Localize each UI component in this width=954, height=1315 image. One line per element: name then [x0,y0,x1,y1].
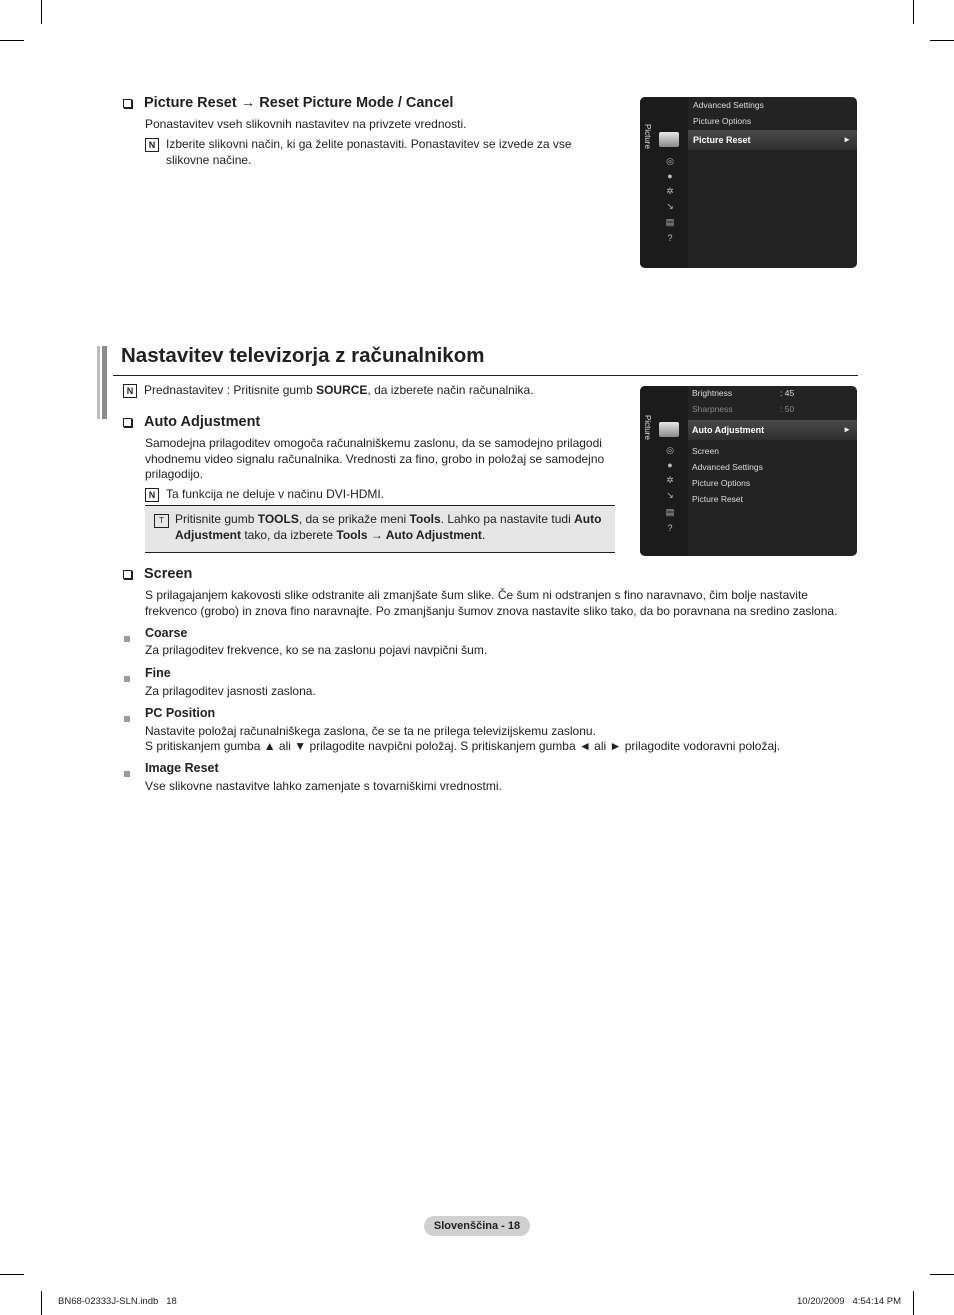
note-icon: N [123,384,137,398]
application-icon: ▤ [665,217,675,227]
subitem-text: Za prilagoditev jasnosti zaslona. [145,684,316,698]
subitem-title: Image Reset [145,761,219,775]
bullet-square-icon [124,764,130,782]
setup-icon: ✲ [666,475,674,485]
tools-text: Pritisnite gumb TOOLS, da se prikaže meni Tools. Lahko pa nastavite tudi Auto Adjustment tako, da izberete Tools → Auto Adjustment. [175,512,602,542]
checkbox-bullet-icon [123,418,132,427]
menu-item-sharpness: Sharpness [692,404,733,414]
arrow-right-icon: ► [843,425,851,434]
note-text: Izberite slikovni način, ki ga želite ponastaviti. Ponastavitev se izvede za vse slikovne načine. [166,137,572,167]
preset-note [123,383,623,399]
menu-item-brightness[interactable]: Brightness [692,388,733,398]
bullet-square-icon [124,669,130,687]
setup-icon: ✲ [666,186,674,196]
print-file-info: BN68-02333J-SLN.indb 18 [58,1296,177,1307]
menu-item[interactable]: Picture Reset [692,494,744,504]
menu-item[interactable]: Picture Options [692,478,751,488]
tools-box [145,505,615,553]
menu-item[interactable]: Picture Options [693,116,752,126]
menu-item-selected-label: Auto Adjustment [692,425,765,435]
menu-item[interactable]: Advanced Settings [693,100,764,110]
input-icon: ↘ [666,201,674,211]
checkbox-bullet-icon [123,99,132,108]
checkbox-bullet-icon [123,570,132,579]
subitem-title: Fine [145,666,171,680]
crop-mark [0,1274,24,1275]
channel-icon: ● [667,171,673,181]
sound-icon: ◎ [666,156,674,166]
bullet-square-icon [124,629,130,647]
heading-bar [97,346,100,419]
menu-category-label: Picture [643,124,652,149]
subitem-title: PC Position [145,706,216,720]
sharpness-value: : 50 [780,404,795,414]
heading-bar [102,346,107,419]
tools-icon: T [154,514,169,528]
subitem-text: S pritiskanjem gumba ▲ ali ▼ prilagodite navpični položaj. S pritiskanjem gumba ◄ ali ► prilagodite vodoravni položaj. [145,739,781,753]
note-icon: N [145,488,159,502]
section-description: Ponastavitev vseh slikovnih nastavitev na privzete vrednosti. [145,117,467,131]
picture-icon [659,132,679,147]
crop-mark [41,0,42,24]
subitem-text: Za prilagoditev frekvence, ko se na zaslonu pojavi navpični šum. [145,643,488,657]
section-auto-adjustment-title [123,414,260,430]
arrow-right-icon: ► [843,135,851,144]
menu-item-selected[interactable] [688,130,857,150]
preset-note-text: Prednastavitev : Pritisnite gumb SOURCE, da izberete način računalnika. [144,383,534,397]
subitem-text: Nastavite položaj računalniškega zaslona, če se ta ne prilega televizijskemu zaslonu. [145,724,596,738]
crop-mark [913,0,914,24]
note-icon: N [145,138,159,152]
menu-item[interactable]: Advanced Settings [692,462,763,472]
section-picture-reset-title [123,95,453,111]
section-title-text: Screen [144,566,193,582]
menu-item-selected[interactable] [688,420,857,440]
menu-item-selected-label: Picture Reset [693,135,751,145]
note [145,487,615,503]
page-heading: Nastavitev televizorja z računalnikom [121,344,485,367]
crop-mark [913,1291,914,1315]
tv-menu-screenshot [640,386,857,556]
section-description: Samodejna prilagoditev omogoča računalniškemu zaslonu, da se samodejno prilagodi vhodnemu video signalu računalnika. Vrednosti za fino, grobo in položaj se samodejno prilagodijo. [145,436,605,481]
page-number-badge: Slovenščina - 18 [424,1216,530,1236]
support-icon: ? [667,523,673,533]
support-icon: ? [667,233,673,243]
brightness-value: : 45 [780,388,795,398]
application-icon: ▤ [665,507,675,517]
heading-rule [113,375,858,376]
section-title-text: Auto Adjustment [144,414,261,430]
note [145,137,615,168]
print-date-info: 10/20/2009 4:54:14 PM [797,1296,902,1307]
section-screen-title [123,566,192,582]
picture-icon [659,422,679,437]
menu-item[interactable]: Screen [692,446,719,456]
menu-category-label: Picture [643,415,652,440]
tv-menu-screenshot [640,97,857,268]
subitem-title: Coarse [145,626,188,640]
crop-mark [930,1274,954,1275]
crop-mark [0,40,24,41]
crop-mark [41,1291,42,1315]
subitem-text: Vse slikovne nastavitve lahko zamenjate s tovarniškimi vrednostmi. [145,779,502,793]
crop-mark [930,40,954,41]
section-title-text: Picture Reset → Reset Picture Mode / Cancel [144,95,454,111]
section-description: S prilagajanjem kakovosti slike odstranite ali zmanjšate šum slike. Če šum ni odstranjen s fino naravnavo, čim bolje nastavite frekvenco (grobo) in znova fino naravnajte. Po zmanjšanju šumov znova nastavite sliko tako, da bo poravnana na sredino zaslona. [145,588,838,618]
bullet-square-icon [124,709,130,727]
input-icon: ↘ [666,490,674,500]
note-text: Ta funkcija ne deluje v načinu DVI-HDMI. [166,487,385,501]
sound-icon: ◎ [666,445,674,455]
channel-icon: ● [667,460,673,470]
